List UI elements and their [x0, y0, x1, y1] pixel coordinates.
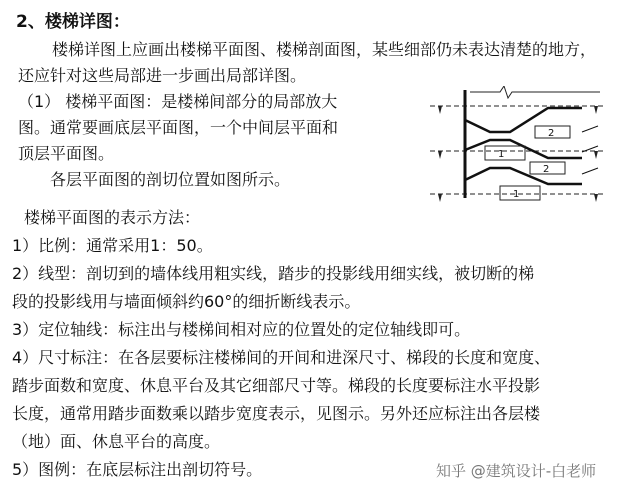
intro-line-2: 还应针对这些局部进一步画出局部详图。	[18, 66, 307, 85]
plan-line-1: （1） 楼梯平面图：是楼梯间部分的局部放大	[18, 92, 338, 111]
stair-plan-diagram	[430, 86, 610, 216]
method-item-3: 3）定位轴线：标注出与楼梯间相对应的位置处的定位轴线即可。	[12, 320, 471, 339]
method-item-1: 1）比例：通常采用1：50。	[12, 236, 213, 255]
diagram-label-4: 1	[513, 189, 520, 200]
method-item-4-cont-1: 踏步面数和宽度、休息平台及其它细部尺寸等。梯段的长度要标注水平投影	[12, 376, 541, 395]
watermark: 知乎 @建筑设计-白老师	[436, 462, 597, 480]
method-item-5: 5）图例：在底层标注出剖切符号。	[12, 460, 263, 479]
plan-line-2: 图。通常要画底层平面图，一个中间层平面和	[18, 118, 339, 137]
methods-title: 楼梯平面图的表示方法：	[24, 208, 201, 227]
section-arrows	[438, 106, 598, 202]
section-lines	[430, 106, 605, 194]
method-item-2-cont: 段的投影线用与墙面倾斜约60°的细折断线表示。	[12, 292, 361, 311]
diagram-label-1: 2	[548, 128, 555, 139]
label-boxes	[485, 126, 570, 200]
lower-flight	[465, 168, 582, 184]
diagram-label-3: 2	[543, 164, 550, 175]
plan-line-4: 各层平面图的剖切位置如图所示。	[50, 170, 291, 189]
break-line	[470, 86, 600, 98]
intro-line-1: 楼梯详图上应画出楼梯平面图、楼梯剖面图，某些细部仍未表达清楚的地方，	[52, 40, 597, 59]
plan-line-3: 顶层平面图。	[18, 144, 115, 163]
method-item-4-cont-2: 长度，通常用踏步面数乘以踏步宽度表示，见图示。另外还应标注出各层楼	[12, 404, 541, 423]
diagram-label-2: 1	[498, 149, 505, 160]
section-heading: 2、楼梯详图：	[16, 12, 130, 32]
method-item-4: 4）尺寸标注：在各层要标注楼梯间的开间和进深尺寸、梯段的长度和宽度、	[12, 348, 551, 367]
small-arrows	[582, 126, 598, 174]
method-item-4-cont-3: （地）面、休息平台的高度。	[12, 432, 221, 451]
method-item-2: 2）线型：剖切到的墙体线用粗实线，踏步的投影线用细实线，被切断的梯	[12, 264, 535, 283]
